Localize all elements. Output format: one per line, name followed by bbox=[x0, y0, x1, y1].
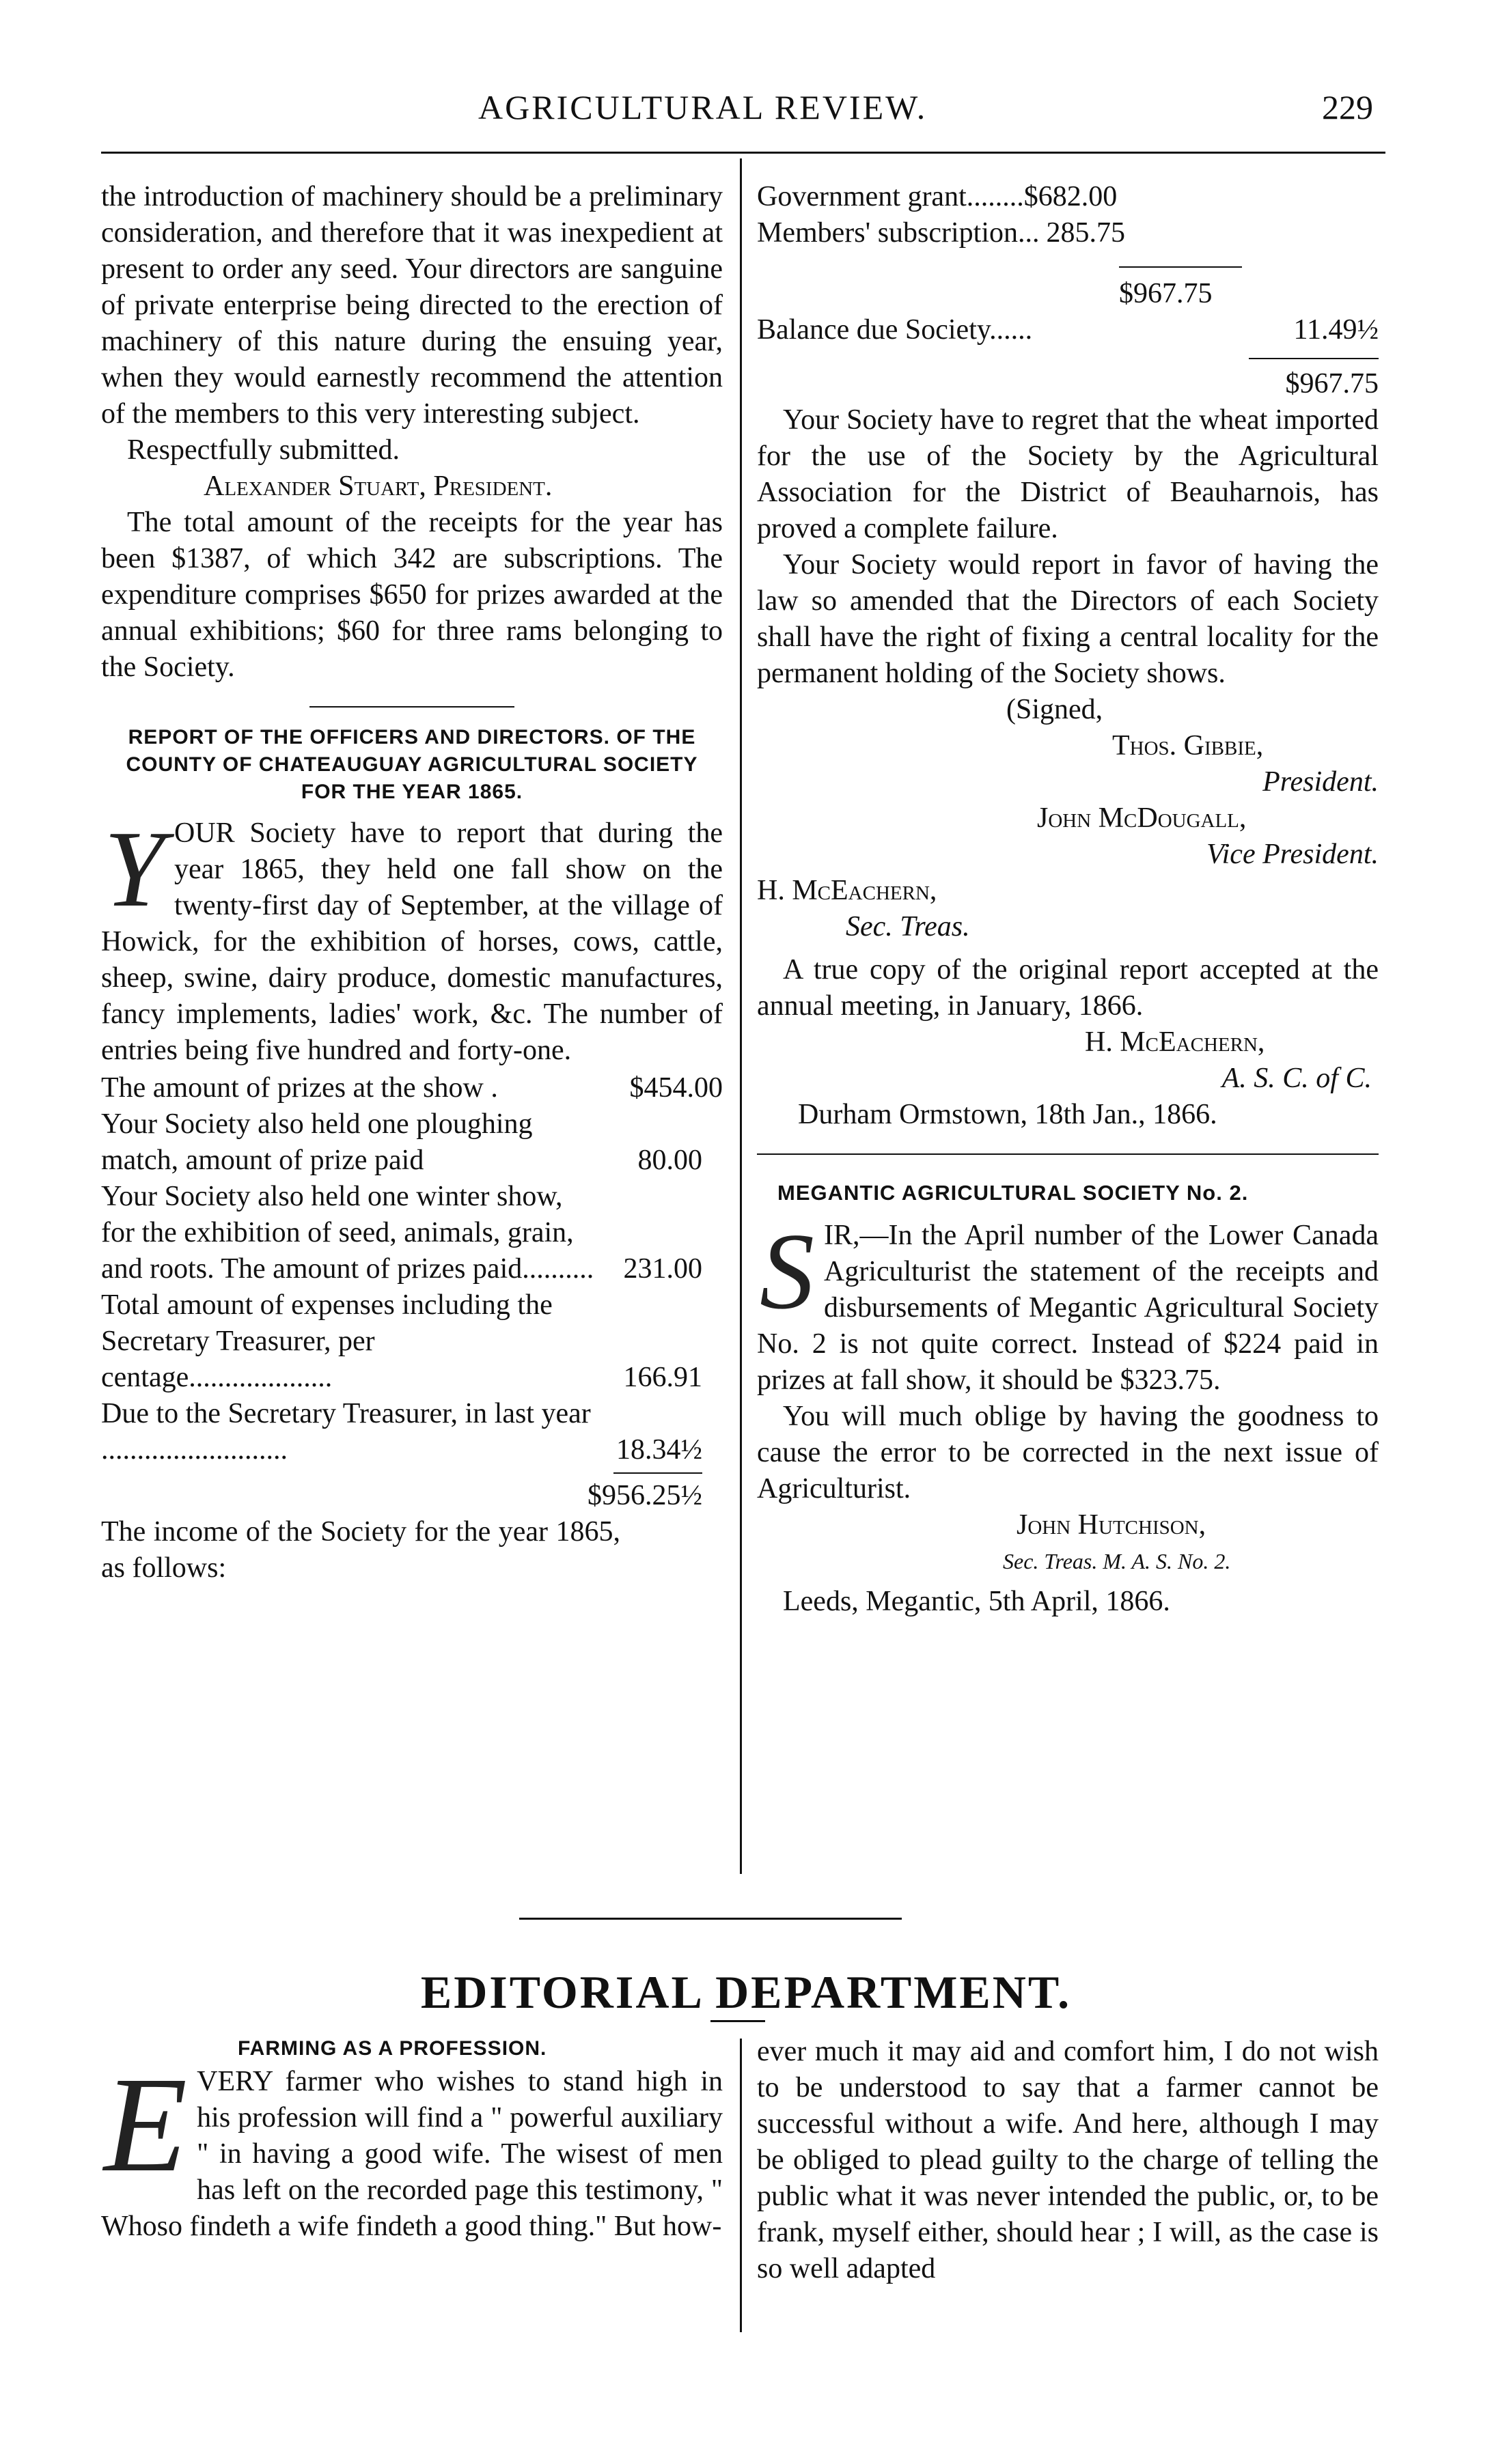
megantic-heading: MEGANTIC AGRICULTURAL SOCIETY No. 2. bbox=[777, 1181, 1249, 1205]
megantic-paragraph-2: You will much oblige by having the goodness to cause the error to be corrected in the next issue of Agriculturist. bbox=[757, 1401, 1379, 1504]
section-rule-right bbox=[757, 1153, 1379, 1155]
megantic-place-date: Leeds, Megantic, 5th April, 1866. bbox=[783, 1586, 1170, 1617]
regret-paragraph: Your Society have to regret that the wheat imported for the use of the Society by the Agricultural Association for the District of Beauharnois, has proved a complete failure. bbox=[757, 404, 1379, 544]
income-value: 285.75 bbox=[1046, 217, 1126, 249]
account-row bbox=[101, 1287, 723, 1396]
income-rule bbox=[1119, 266, 1242, 268]
income-line: The income of the Society for the year 1865, as follows: bbox=[101, 1516, 620, 1584]
signatory-hutchison: John Hutchison, bbox=[1017, 1509, 1206, 1541]
signatory-hutchison-title: Sec. Treas. M. A. S. No. 2. bbox=[1003, 1549, 1231, 1573]
place-date: Durham Ormstown, 18th Jan., 1866. bbox=[798, 1099, 1217, 1130]
income-label: Members' subscription... bbox=[757, 217, 1040, 249]
farming-heading: FARMING AS A PROFESSION. bbox=[238, 2037, 547, 2060]
signatory-mceachern: H. McEachern, bbox=[757, 875, 937, 906]
account-label: Due to the Secretary Treasurer, in last year .......................... bbox=[101, 1398, 591, 1466]
account-row bbox=[101, 1179, 723, 1287]
favor-paragraph: Your Society would report in favor of having the law so amended that the Directors of each Society shall have the right of fixing a central locality for the permanent holding of the Society shows. bbox=[757, 549, 1379, 689]
column-divider-lower bbox=[740, 2039, 742, 2332]
left-column bbox=[101, 179, 723, 1586]
editorial-top-rule bbox=[519, 1918, 902, 1920]
signatory-mceachern-title: Sec. Treas. bbox=[846, 911, 970, 942]
true-copy-paragraph: A true copy of the original report accepted at the annual meeting, in January, 1866. bbox=[757, 954, 1379, 1022]
balance-row bbox=[757, 312, 1379, 348]
farming-body-block bbox=[101, 2049, 723, 2245]
editorial-under-rule bbox=[710, 2020, 765, 2022]
account-label: Total amount of expenses including the Secretary Treasurer, per centage.................... bbox=[101, 1289, 553, 1393]
editorial-right-column bbox=[757, 2034, 1379, 2287]
report-body-block bbox=[101, 808, 723, 1069]
account-label: Your Society also held one winter show, for the exhibition of seed, animals, grain, and roots. The amount of prizes paid.......... bbox=[101, 1181, 594, 1285]
megantic-body: IR,—In the April number of the Lower Canada Agriculturist the statement of the receipts and disbursements of Megantic Agricultural Society No. 2 is not quite correct. Instead of $224 paid in prizes at fall show, it should be $323.75. bbox=[757, 1220, 1379, 1396]
account-row bbox=[101, 1106, 723, 1179]
receipts-paragraph: The total amount of the receipts for the year has been $1387, of which 342 are subscriptions. The expenditure comprises $650 for prizes awarded at the annual exhibitions; $60 for three rams belonging to the Society. bbox=[101, 507, 723, 683]
signatory-mcdougall: John McDougall, bbox=[1037, 802, 1247, 834]
grand-total: $967.75 bbox=[1285, 368, 1379, 400]
signed-label: (Signed, bbox=[1006, 694, 1103, 725]
signatory-mcdougall-title: Vice President. bbox=[1206, 839, 1379, 870]
closing-line: Respectfully submitted. bbox=[127, 434, 400, 466]
income-row bbox=[757, 179, 1379, 215]
report-drop-cap: Y bbox=[104, 808, 165, 929]
right-column bbox=[757, 179, 1379, 1620]
account-value: 231.00 bbox=[623, 1253, 702, 1285]
account-row bbox=[101, 1396, 723, 1468]
farming-drop-cap: E bbox=[104, 2049, 188, 2200]
section-rule bbox=[309, 706, 514, 708]
signatory-mceachern-2: H. McEachern, bbox=[1085, 1026, 1265, 1058]
signatory-mceachern-2-title: A. S. C. of C. bbox=[1221, 1063, 1372, 1094]
editorial-left-column bbox=[101, 2034, 723, 2245]
report-heading: REPORT OF THE OFFICERS AND DIRECTORS. OF THE COUNTY OF CHATEAUGUAY AGRICULTURAL SOCIETY FOR THE YEAR 1865. bbox=[126, 726, 698, 803]
page-number: 229 bbox=[1322, 88, 1373, 126]
farming-left-text: VERY farmer who wishes to stand high in his profession will find a " powerful auxiliary " in having a good wife. The wisest of men has left on the recorded page this testimony, " Whoso findeth a wife findeth a good thing." But how- bbox=[101, 2066, 723, 2242]
balance-value: 11.49½ bbox=[1293, 314, 1379, 346]
total-rule bbox=[613, 1472, 702, 1474]
header-rule bbox=[101, 152, 1385, 154]
megantic-body-block bbox=[757, 1210, 1379, 1399]
account-row bbox=[101, 1070, 723, 1106]
account-label: Your Society also held one ploughing match, amount of prize paid bbox=[101, 1108, 533, 1176]
balance-rule bbox=[1249, 358, 1379, 359]
income-row bbox=[757, 215, 1379, 251]
column-divider-upper bbox=[740, 158, 742, 1874]
accounts-list bbox=[101, 1070, 723, 1514]
farming-right-text: ever much it may aid and comfort him, I do not wish to be understood to say that a farmer cannot be successful without a wife. And here, although I may be obliged to plead guilty to the charge of telling the public what it was never intended the public, or, to be frank, myself either, should hear ; I will, as the case is so well adapted bbox=[757, 2036, 1379, 2284]
intro-paragraph: the introduction of machinery should be a preliminary consideration, and therefore that it was inexpedient at present to order any seed. Your directors are sanguine of private enterprise being directed to the erection of machinery of this nature during the ensuing year, when they would earnestly recommend the attention of the members to this very interesting subject. bbox=[101, 181, 723, 430]
report-body: OUR Society have to report that during the year 1865, they held one fall show on the twenty-first day of September, at the village of Howick, for the exhibition of horses, cows, cattle, sheep, swine, dairy produce, domestic manufactures, fancy implements, ladies' work, &c. The number of entries being five hundred and forty-one. bbox=[101, 817, 723, 1066]
megantic-drop-cap: S bbox=[760, 1210, 814, 1332]
running-title: AGRICULTURAL REVIEW. bbox=[478, 88, 928, 126]
income-total: $967.75 bbox=[1119, 278, 1213, 309]
account-value: 166.91 bbox=[623, 1362, 702, 1393]
balance-label: Balance due Society...... bbox=[757, 314, 1033, 346]
signatory-gibbie: Thos. Gibbie, bbox=[1112, 730, 1264, 761]
account-value: 80.00 bbox=[637, 1145, 702, 1176]
account-value: $454.00 bbox=[629, 1072, 723, 1104]
income-value: $682.00 bbox=[1023, 181, 1118, 212]
account-value: 18.34½ bbox=[616, 1434, 702, 1466]
editorial-title: EDITORIAL DEPARTMENT. bbox=[420, 1966, 1072, 2018]
account-label: The amount of prizes at the show . bbox=[101, 1072, 498, 1104]
income-label: Government grant........ bbox=[757, 181, 1024, 212]
president-signature: Alexander Stuart, President. bbox=[204, 471, 553, 502]
accounts-total: $956.25½ bbox=[588, 1480, 702, 1511]
signatory-gibbie-title: President. bbox=[1262, 766, 1379, 798]
